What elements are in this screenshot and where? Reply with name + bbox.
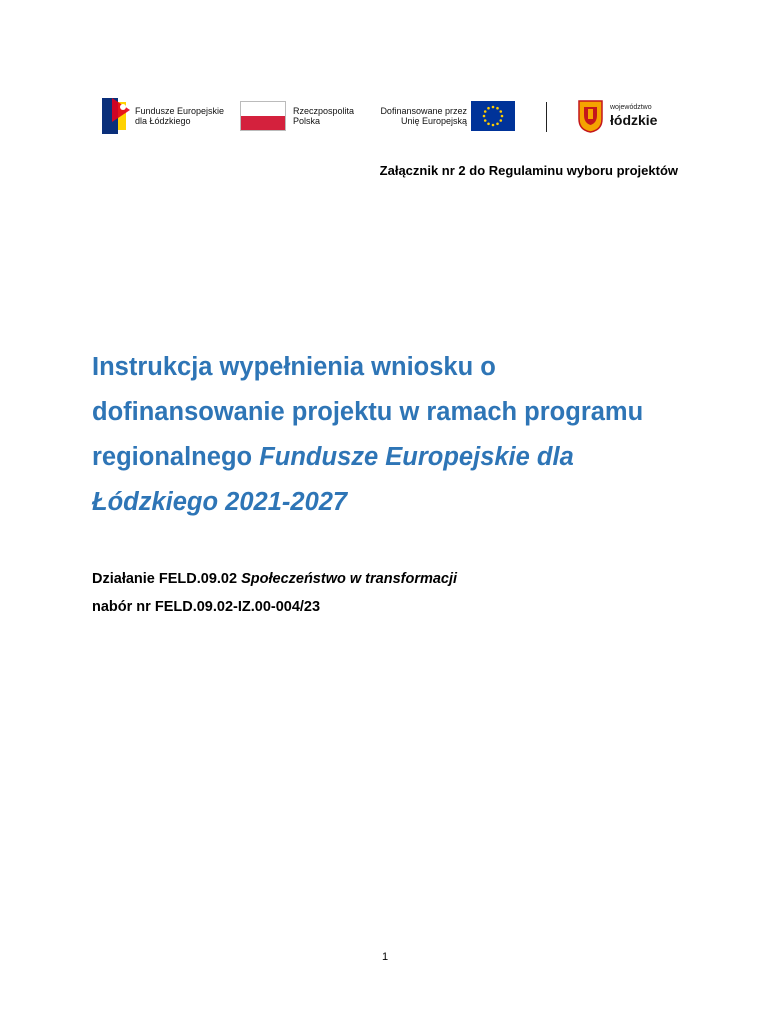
eu-star [496,122,499,125]
rzeczpospolita-polska-logo [240,98,365,136]
wojewodztwo-lodzkie-logo [577,98,672,136]
eu-logo-line2: Unię Europejską [400,116,467,126]
fe-logo-text [135,106,230,126]
action-code: Działanie FELD.09.02 [92,571,242,587]
rp-logo-text [293,106,363,126]
fe-logo-line2: dla Łódzkiego [135,116,191,126]
eu-star [496,107,499,110]
fe-logo-line1: Fundusze Europejskie [135,106,225,116]
eu-star [492,124,495,127]
action-block [92,565,692,621]
eu-star [484,119,487,122]
eu-star [487,107,490,110]
polish-flag-icon [240,101,286,131]
eu-star [487,122,490,125]
action-name: Społeczeństwo w transformacji [241,571,458,587]
ld-logo-small-text: województwo [610,104,652,111]
lodzkie-crest-icon [577,99,604,133]
eu-star [492,106,495,109]
rp-logo-line1: Rzeczpospolita [293,106,355,116]
title-regular: Instrukcja wypełnienia wniosku o dofinansowanie projektu w ramach programu regionalnego [92,353,644,471]
rp-logo-line2: Polska [293,116,321,126]
fe-star-mark-icon [102,98,130,134]
fundusze-europejskie-logo [100,98,230,136]
logo-bar [100,98,670,138]
eu-star [499,110,502,113]
eu-star [499,119,502,122]
eu-flag-icon [471,101,515,131]
annex-label: Załącznik nr 2 do Regulaminu wyboru projektów [379,163,678,178]
ld-logo-big-text: łódzkie [610,112,658,128]
page-number: 1 [381,951,389,963]
document-title [92,345,652,525]
title-italic: Fundusze Europejskie dla Łódzkiego 2021-2027 [92,443,574,516]
call-number: nabór nr FELD.09.02-IZ.00-004/23 [92,599,321,615]
eu-star [483,115,486,118]
logo-divider [546,102,547,132]
eu-logo-text [375,106,467,126]
eu-logo-line1: Dofinansowane przez [380,106,467,116]
action-line [92,565,692,593]
eu-star [501,115,504,118]
eu-funding-logo [375,98,525,136]
eu-star [484,110,487,113]
